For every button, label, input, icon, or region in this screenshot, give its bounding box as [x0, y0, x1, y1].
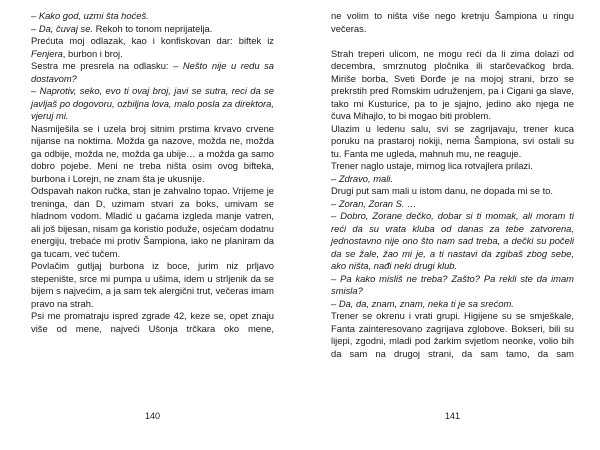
paragraph: Strah treperi ulicom, ne mogu reći da li zima dolazi od decembra, smrznutog pločnika ili starčevačkog brda. Miriše borba, Sveti Đorđe je na mojoj strani, brzo se prekrstih pred Romskim udruženjem, pa i Cigani ga slave, tako mi Kusturice, pa to je sjajno, jedino ako njega ne čuva Mihajlo, to bi mogao biti problem.: [331, 47, 574, 121]
paragraph: Drugi put sam mali u istom danu, ne dopada mi se to.: [331, 185, 553, 196]
left-page: [31, 10, 274, 335]
paragraph: Povlačim gutljaj burbona iz boce, jurim niz prljavo stepenište, srce mi pumpa u ušima, idem u strljenik da se bijem s najvećim, a ja sam tek alergični trut, večeras imam pravo na strah.: [31, 260, 274, 309]
paragraph: – Kako god, uzmi šta hoćeš.: [31, 10, 149, 21]
paragraph: Prećuta moj odlazak, kao i konfiskovan dar: biftek iz Fenjera, burbon i broj.: [31, 35, 274, 59]
paragraph: Ulazim u ledenu salu, svi se zagrijavaju, trener kuca poruku na prastaroj nokiji, nema Šampiona, svi ostali su tu. Fanta me ugleda, mahnuh mu, ne reaguje.: [331, 122, 574, 159]
left-page-number: 140: [144, 411, 161, 421]
paragraph: – Zoran, Zoran S. …: [331, 197, 417, 209]
paragraph: – Da, čuvaj se. Rekoh to tonom neprijatelja.: [31, 22, 213, 34]
left-page-text: [31, 10, 274, 335]
paragraph: – Naprotiv, seko, evo ti ovaj broj, javi se sutra, reci da se javljaš po dogovoru, ozbiljna lova, malo posla za direktora, vjeruj mi.: [31, 85, 274, 121]
right-page: [331, 10, 574, 360]
paragraph: Odspavah nakon ručka, stan je zahvalno topao. Vrijeme je treninga, dan D, uzimam stvari za boks, umivam se hladnom vodom. Mladić u gaćama izgleda manje vatren, ali još bijesan, nisam ga koristio poduže, osjećam dodatnu energiju, trebaće mi protiv Šampiona, iako ne planiram da ga tucam, već tučem.: [31, 185, 274, 259]
paragraph: Nasmiješila se i uzela broj sitnim prstima krvavo crvene nijanse na noktima. Možda ga nazove, možda ne, možda ga odbije, možda ne, možda ga ubije… a možda ga samo dobro pojebe. Meni ne treba ništa osim ovog bifteka, burbona i Lorejn, ne znam šta je ukusnije.: [31, 122, 274, 184]
right-page-number: 141: [444, 411, 461, 421]
paragraph: Trener naglo ustaje, mirnog lica rotvajlera prilazi.: [331, 160, 533, 171]
paragraph: Sestra me presrela na odlasku: – Nešto nije u redu sa dostavom?: [31, 60, 274, 84]
paragraph: – Zdravo, mali.: [331, 172, 393, 184]
paragraph: – Pa kako misliš ne treba? Zašto? Pa rekli ste da imam smisla?: [331, 272, 574, 296]
paragraph: – Da, da, znam, znam, neka ti je sa srećom.: [331, 297, 514, 309]
paragraph: Psi me promatraju ispred zgrade 42, keze se, opet znaju više od mene, najveći Ušonja trčkara oko mene,: [31, 310, 274, 334]
paragraph: ne volim to ništa više nego kretnju Šampiona u ringu večeras.: [331, 10, 574, 34]
paragraph: – Dobro, Zorane dečko, dobar si ti momak, ali moram ti reći da su vrata kluba od danas za tebe zatvorena, jednostavno nije ono što nam sad treba, a dečki su počeli da se žale, žao mi je, a ti nastavi da zgibaš zbog sebe, ako ništa, nađi neki drugi klub.: [331, 210, 574, 271]
right-page-text: [331, 10, 574, 360]
paragraph: Trener se okrenu i vrati grupi. Higijene su se smješkale, Fanta zainteresovano zagrijava zglobove. Bokseri, bili su lijepi, zgodni, mladi pod žarkim svjetlom neonke, volio bih da sam na drugoj strani, da sam tamo, da sam: [331, 310, 574, 359]
